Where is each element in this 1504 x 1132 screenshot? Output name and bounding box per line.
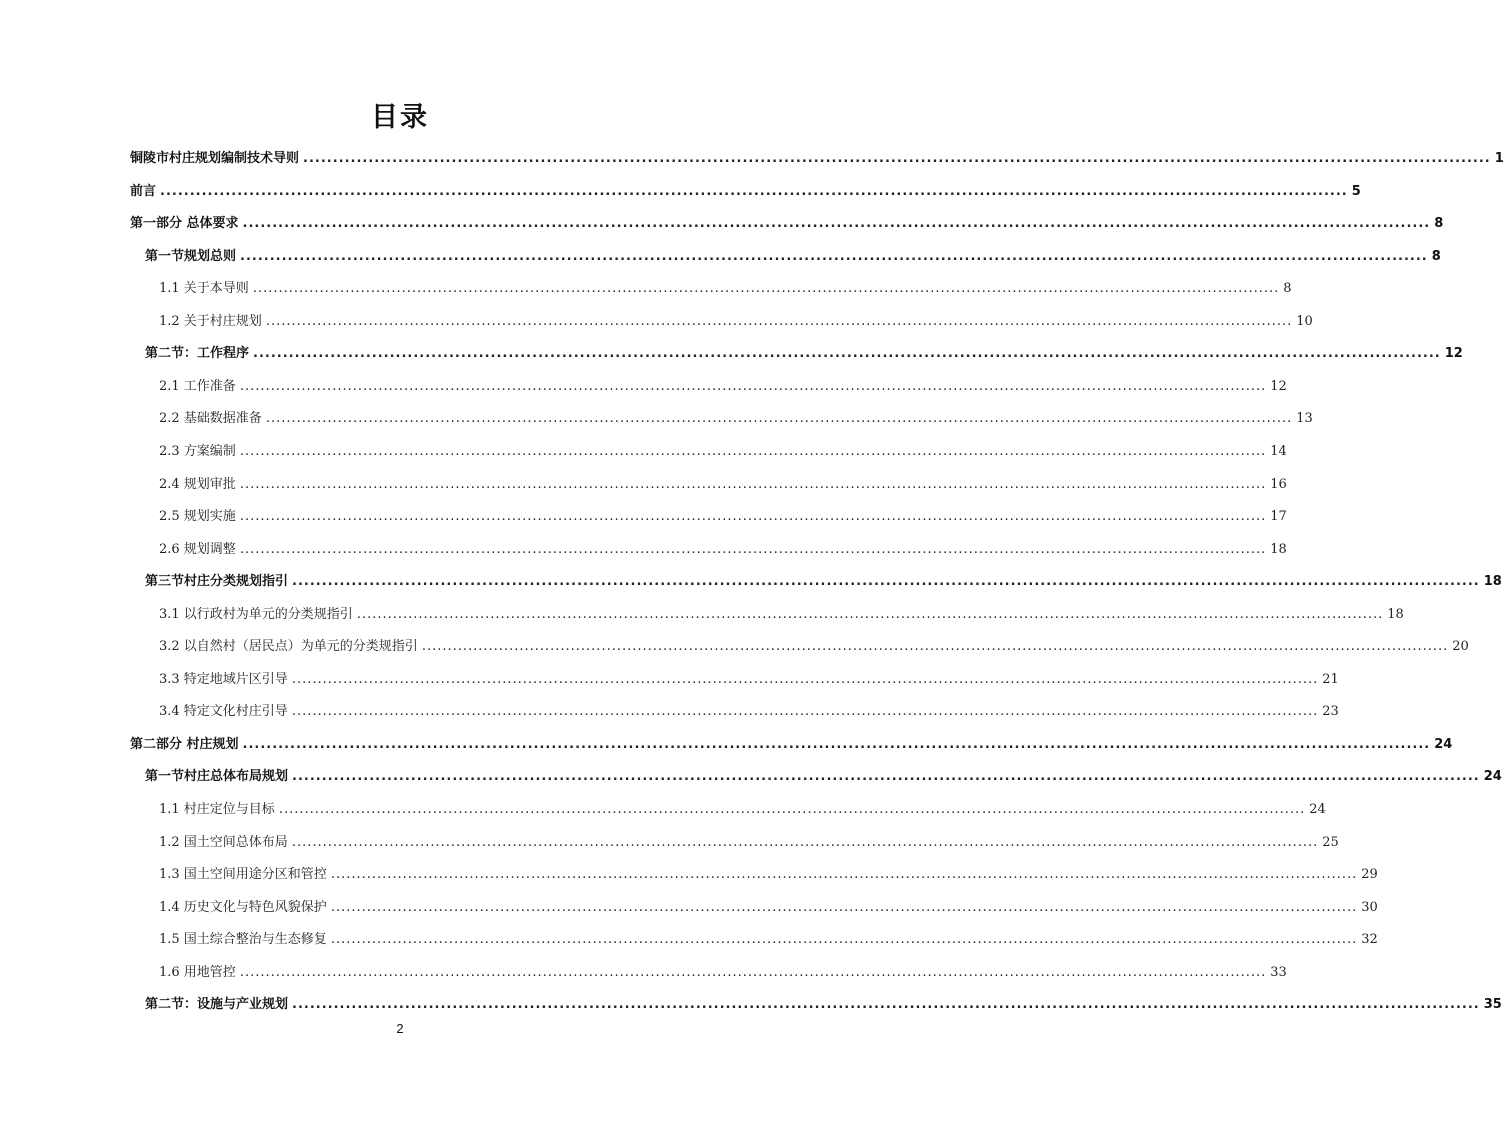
toc-entry-page: 20 (1452, 639, 1469, 655)
toc-leader-dots: ........................................................................................................................................................................................................ (330, 867, 1358, 883)
toc-entry[interactable] (159, 408, 1313, 430)
toc-entry-label: 1.1 关于本导则 (159, 281, 249, 297)
toc-entry-label: 第三节村庄分类规划指引 (145, 574, 289, 590)
toc-entry-page: 33 (1270, 964, 1287, 980)
toc-leader-dots: ........................................................................................................................................................................................................ (239, 541, 1267, 557)
toc-entry[interactable] (145, 994, 1502, 1016)
toc-entry-label: 1.3 国土空间用途分区和管控 (159, 867, 327, 883)
toc-entry[interactable] (159, 278, 1292, 300)
toc-entry-label: 3.4 特定文化村庄引导 (159, 704, 288, 720)
toc-leader-dots: ........................................................................................................................................................................................................ (292, 997, 1480, 1013)
toc-entry[interactable] (159, 929, 1378, 951)
toc-leader-dots: ........................................................................................................................................................................................................ (292, 769, 1480, 785)
toc-leader-dots: ........................................................................................................................................................................................................ (253, 346, 1441, 362)
toc-entry-label: 2.5 规划实施 (159, 509, 236, 525)
toc-entry-page: 24 (1434, 736, 1453, 752)
toc-entry[interactable] (159, 962, 1287, 984)
toc-entry-label: 1.5 国土综合整治与生态修复 (159, 932, 327, 948)
toc-entry-label: 第二部分 村庄规划 (130, 736, 239, 752)
toc-entry-page: 25 (1322, 834, 1339, 850)
toc-leader-dots: ........................................................................................................................................................................................................ (242, 736, 1431, 752)
toc-entry-page: 24 (1309, 802, 1326, 817)
toc-entry-page: 23 (1322, 704, 1339, 720)
toc-entry[interactable] (145, 766, 1502, 788)
toc-leader-dots: ........................................................................................................................................................................................................ (265, 313, 1293, 329)
toc-entry[interactable] (159, 376, 1287, 398)
toc-entry[interactable] (159, 604, 1404, 626)
toc-entry-page: 18 (1270, 541, 1287, 557)
toc-entry[interactable] (159, 864, 1378, 886)
toc-leader-dots: ........................................................................................................................................................................................................ (291, 671, 1319, 687)
toc-entry[interactable] (159, 669, 1339, 691)
toc-entry-label: 1.2 关于村庄规划 (159, 313, 262, 329)
toc-leader-dots: ........................................................................................................................................................................................................ (356, 606, 1384, 622)
toc-entry-label: 2.1 工作准备 (159, 378, 236, 394)
toc-entry[interactable] (159, 311, 1313, 333)
toc-entry[interactable] (145, 246, 1441, 268)
toc-leader-dots: ........................................................................................................................................................................................................ (291, 704, 1319, 720)
toc-entry-label: 前言 (130, 183, 157, 199)
toc-entry-label: 第一节规划总则 (145, 248, 237, 264)
toc-entry[interactable] (159, 799, 1326, 821)
toc-entry-page: 8 (1431, 248, 1441, 264)
toc-entry-page: 29 (1361, 867, 1378, 883)
toc-leader-dots: ........................................................................................................................................................................................................ (242, 216, 1431, 232)
toc-entry[interactable] (159, 506, 1287, 528)
toc-entry-page: 13 (1296, 411, 1313, 427)
toc-entry[interactable] (159, 539, 1287, 561)
toc-entry[interactable] (145, 343, 1463, 365)
page-title: 目录 (371, 102, 429, 133)
toc-entry-page: 8 (1434, 216, 1444, 232)
toc-entry[interactable] (130, 734, 1453, 756)
toc-entry[interactable] (159, 474, 1287, 496)
toc-leader-dots: ........................................................................................................................................................................................................ (239, 476, 1267, 492)
toc-entry-page: 14 (1270, 443, 1287, 459)
toc-entry-label: 2.3 方案编制 (159, 443, 236, 459)
toc-entry-label: 铜陵市村庄规划编制技术导则 (130, 151, 300, 166)
toc-leader-dots: ........................................................................................................................................................................................................ (265, 411, 1293, 427)
toc-leader-dots: ........................................................................................................................................................................................................ (278, 802, 1306, 817)
toc-leader-dots: ........................................................................................................................................................................................................ (160, 183, 1348, 199)
toc-entry-page: 12 (1270, 378, 1287, 394)
toc-leader-dots: ........................................................................................................................................................................................................ (330, 899, 1358, 915)
toc-entry-label: 2.2 基础数据准备 (159, 411, 262, 427)
toc-entry[interactable] (145, 571, 1502, 593)
toc-entry-label: 3.3 特定地域片区引导 (159, 671, 288, 687)
toc-entry-label: 3.2 以自然村（居民点）为单元的分类规指引 (159, 639, 418, 655)
page-number: 2 (396, 1021, 404, 1036)
toc-entry-page: 1 (1494, 151, 1504, 166)
toc-entry-label: 1.6 用地管控 (159, 964, 236, 980)
toc-entry-page: 24 (1483, 769, 1502, 785)
toc-entry-label: 2.6 规划调整 (159, 541, 236, 557)
toc-entry-page: 21 (1322, 671, 1339, 687)
toc-entry-label: 1.2 国土空间总体布局 (159, 834, 288, 850)
toc-entry-page: 18 (1387, 606, 1404, 622)
toc-leader-dots: ........................................................................................................................................................................................................ (252, 281, 1280, 297)
toc-leader-dots: ........................................................................................................................................................................................................ (330, 932, 1358, 948)
toc-entry-label: 2.4 规划审批 (159, 476, 236, 492)
toc-leader-dots: ........................................................................................................................................................................................................ (303, 151, 1491, 166)
toc-leader-dots: ........................................................................................................................................................................................................ (239, 378, 1267, 394)
toc-entry[interactable] (130, 148, 1504, 170)
toc-leader-dots: ........................................................................................................................................................................................................ (239, 964, 1267, 980)
toc-entry-page: 10 (1296, 313, 1313, 329)
toc-leader-dots: ........................................................................................................................................................................................................ (239, 443, 1267, 459)
toc-entry-page: 18 (1483, 574, 1502, 590)
toc-leader-dots: ........................................................................................................................................................................................................ (291, 834, 1319, 850)
toc-entry[interactable] (130, 213, 1444, 235)
toc-entry-label: 1.4 历史文化与特色风貌保护 (159, 899, 327, 915)
toc-entry-page: 8 (1283, 281, 1292, 297)
toc-entry-label: 第一部分 总体要求 (130, 216, 239, 232)
toc-entry[interactable] (159, 441, 1287, 463)
toc-entry-page: 35 (1483, 997, 1502, 1013)
toc-entry-label: 1.1 村庄定位与目标 (159, 802, 275, 817)
toc-entry-page: 16 (1270, 476, 1287, 492)
toc-entry-page: 17 (1270, 509, 1287, 525)
toc-entry[interactable] (159, 897, 1378, 919)
toc-leader-dots: ........................................................................................................................................................................................................ (421, 639, 1449, 655)
toc-entry-page: 30 (1361, 899, 1378, 915)
toc-leader-dots: ........................................................................................................................................................................................................ (292, 574, 1480, 590)
toc-entry-label: 第一节村庄总体布局规划 (145, 769, 289, 785)
toc-entry-page: 32 (1361, 932, 1378, 948)
toc-entry-page: 5 (1351, 183, 1361, 199)
toc-entry[interactable] (159, 701, 1339, 723)
toc-entry-page: 12 (1444, 346, 1463, 362)
toc-entry[interactable] (130, 181, 1361, 203)
toc-entry-label: 第二节：工作程序 (145, 346, 250, 362)
toc-entry-label: 3.1 以行政村为单元的分类规指引 (159, 606, 353, 622)
toc-entry[interactable] (159, 832, 1339, 854)
toc-leader-dots: ........................................................................................................................................................................................................ (240, 248, 1428, 264)
toc-entry-label: 第二节：设施与产业规划 (145, 997, 289, 1013)
toc-leader-dots: ........................................................................................................................................................................................................ (239, 509, 1267, 525)
toc-entry[interactable] (159, 636, 1469, 658)
